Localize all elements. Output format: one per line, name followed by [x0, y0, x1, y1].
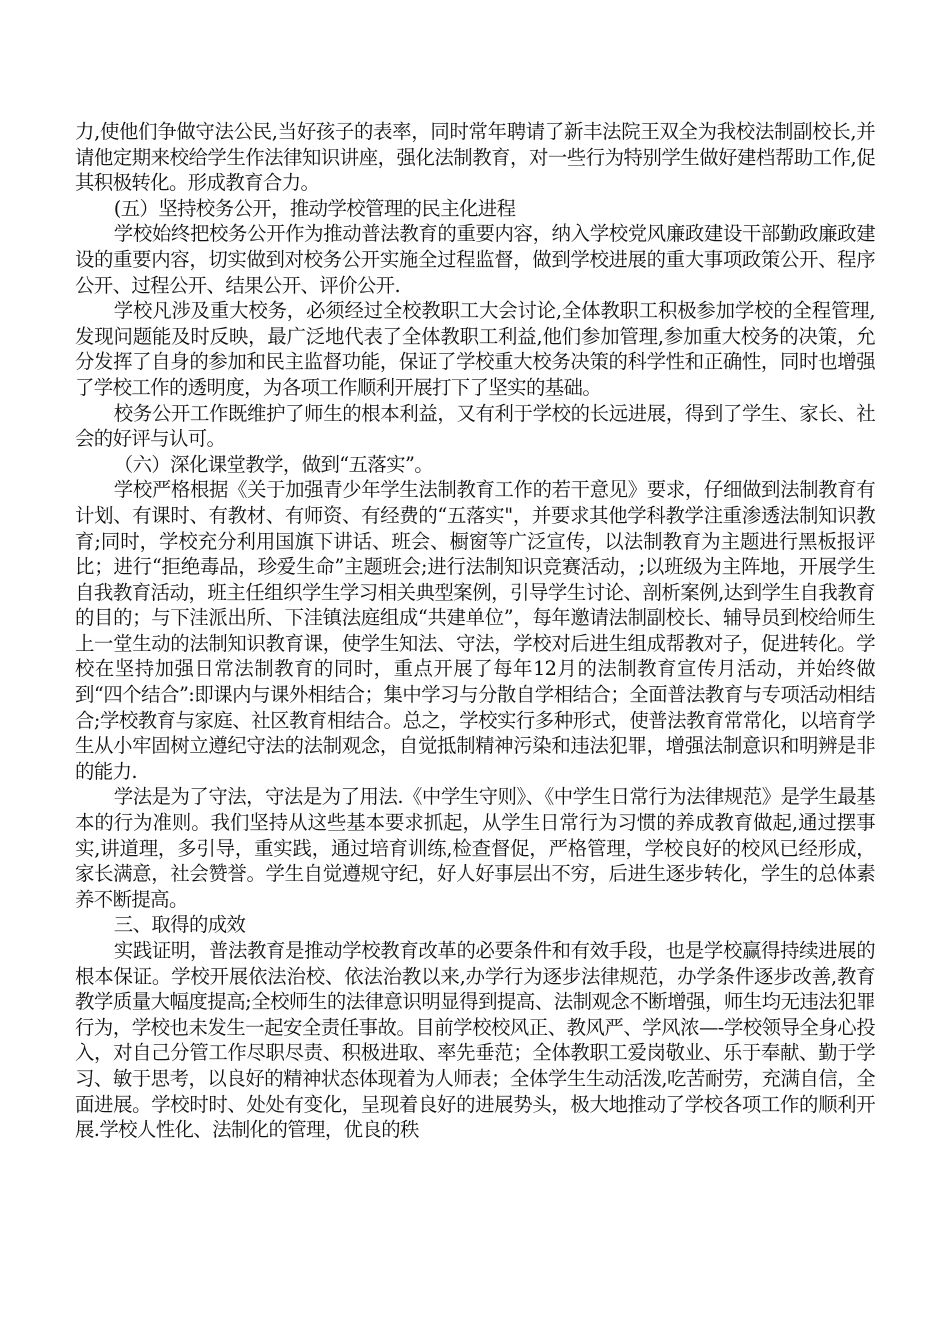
- section-heading-results: 三、取得的成效: [113, 913, 246, 937]
- paragraph-affairs-disclosure: 学校始终把校务公开作为推动普法教育的重要内容，纳入学校党风廉政建设干部勤政廉政建设的重要内容，切实做到对校务公开实施全过程监督，做到学校进展的重大事项政策公开、程序公开、过程公开、结果公开、评价公开.: [75, 222, 875, 297]
- paragraph-results: 实践证明，普法教育是推动学校教育改革的必要条件和有效手段，也是学校赢得持续进展的根本保证。学校开展依法治校、依法治教以来,办学行为逐步法律规范，办学条件逐步改善,教育教学质量大幅度提高;全校师生的法律意识明显得到提高、法制观念不断增强，师生均无违法犯罪行为，学校也未发生一起安全责任事故。目前学校校风正、教风严、学风浓—-学校领导全身心投入，对自己分管工作尽职尽责、积极进取、率先垂范；全体教职工爱岗敬业、乐于奉献、勤于学习、敏于思考，以良好的精神状态体现着为人师表；全体学生生动活泼,吃苦耐劳，充满自信，全面进展。学校时时、处处有变化，呈现着良好的进展势头，极大地推动了学校各项工作的顺利开展.学校人性化、法制化的管理，优良的秩: [75, 939, 875, 1142]
- section-heading-5: (五）坚持校务公开，推动学校管理的民主化进程: [113, 196, 516, 220]
- paragraph-learn-law: 学法是为了守法，守法是为了用法.《中学生守则》、《中学生日常行为法律规范》是学生最基本的行为准则。我们坚持从这些基本要求抓起，从学生日常行为习惯的养成教育做起,通过摆事实,讲道理，多引导，重实践，通过培育训练,检查督促，严格管理，学校良好的校风已经形成，家长满意，社会赞誉。学生自觉遵规守纪，好人好事层出不穷，后进生逐步转化，学生的总体素养不断提高。: [75, 785, 875, 911]
- document-page: [75, 119, 875, 1143]
- paragraph-five-implementations: 学校严格根据《关于加强青少年学生法制教育工作的若干意见》要求，仔细做到法制教育有计划、有课时、有教材、有师资、有经费的“五落实"，并要求其他学科教学注重渗透法制知识教育;同时，学校充分利用国旗下讲话、班会、橱窗等广泛宣传，以法制教育为主题进行黑板报评比；进行“拒绝毒品，珍爱生命”主题班会;进行法制知识竞赛活动，;以班级为主阵地，开展学生自我教育活动，班主任组织学生学习相关典型案例，引导学生讨论、剖析案例,达到学生自我教育的目的；与下洼派出所、下洼镇法庭组成“共建单位”，每年邀请法制副校长、辅导员到校给师生上一堂生动的法制知识教育课，使学生知法、守法，学校对后进生组成帮教对子，促进转化。学校在坚持加强日常法制教育的同时，重点开展了每年12月的法制教育宣传月活动，并始终做到“四个结合”:即课内与课外相结合；集中学习与分散自学相结合；全面普法教育与专项活动相结合;学校教育与家庭、社区教育相结合。总之，学校实行多种形式，使普法教育常常化，以培育学生从小牢固树立遵纪守法的法制观念，自觉抵制精神污染和违法犯罪，增强法制意识和明辨是非的能力.: [75, 478, 875, 783]
- section-heading-6: （六）深化课堂教学，做到“五落实”。: [113, 452, 434, 476]
- paragraph-disclosure-benefits: 校务公开工作既维护了师生的根本利益，又有利于学校的长远进展，得到了学生、家长、社会的好评与认可。: [75, 401, 875, 451]
- paragraph-staff-participation: 学校凡涉及重大校务，必须经过全校教职工大会讨论,全体教职工积极参加学校的全程管理,发现问题能及时反映，最广泛地代表了全体教职工利益,他们参加管理,参加重大校务的决策，允分发挥了自身的参加和民主监督功能，保证了学校重大校务决策的科学性和正确性，同时也增强了学校工作的透明度，为各项工作顺利开展打下了坚实的基础。: [75, 299, 875, 399]
- paragraph-legal-vice-principal: 力,使他们争做守法公民,当好孩子的表率，同时常年聘请了新丰法院王双全为我校法制副校长,并请他定期来校给学生作法律知识讲座，强化法制教育，对一些行为特别学生做好建档帮助工作,促其积极转化。形成教育合力。: [75, 120, 875, 195]
